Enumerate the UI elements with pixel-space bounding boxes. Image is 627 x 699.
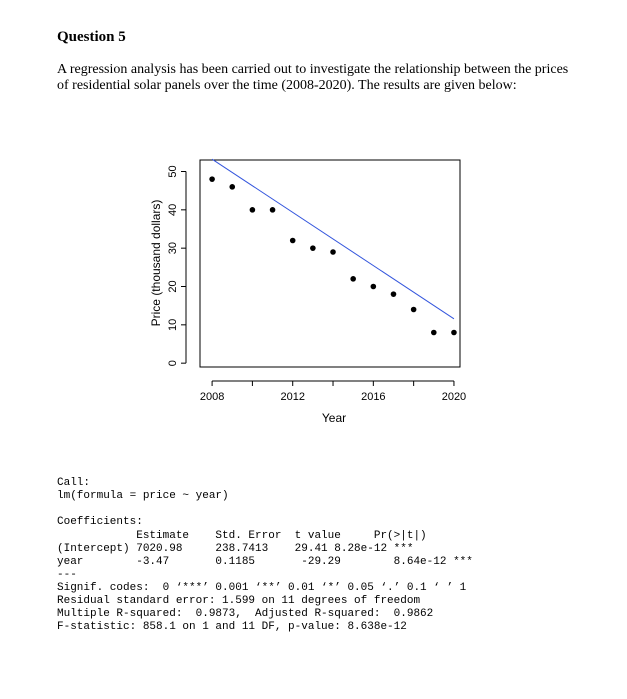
question-text-line-1: A regression analysis has been carried out to investigate the relationship between the prices <box>57 62 569 77</box>
data-points <box>209 176 456 335</box>
plot-frame <box>200 160 460 367</box>
residual-standard-error: Residual standard error: 1.599 on 11 degrees of freedom <box>57 595 421 607</box>
x-tick-label: 2016 <box>361 391 386 403</box>
y-axis-label: Price (thousand dollars) <box>149 199 163 327</box>
question-text <box>57 62 587 94</box>
f-statistic: F-statistic: 858.1 on 1 and 11 DF, p-value: 8.638e-12 <box>57 621 407 633</box>
signif-codes: Signif. codes: 0 ‘***’ 0.001 ‘**’ 0.01 ‘*’ 0.05 ‘.’ 0.1 ‘ ’ 1 <box>57 582 467 594</box>
y-tick-label: 0 <box>167 360 179 367</box>
y-axis <box>167 165 186 366</box>
data-point <box>330 249 336 255</box>
y-tick-label: 50 <box>167 165 179 178</box>
call-label: Call: <box>57 477 91 489</box>
x-tick-label: 2020 <box>441 391 467 403</box>
data-point <box>350 276 356 282</box>
data-point <box>411 307 417 313</box>
x-tick-label: 2012 <box>280 391 305 403</box>
question-text-line-2: of residential solar panels over the time (2008-2020). The results are given below: <box>57 78 517 93</box>
x-tick-label: 2008 <box>199 391 225 403</box>
y-tick-label: 40 <box>167 203 179 216</box>
question-title: Question 5 <box>57 29 126 45</box>
y-tick-label: 30 <box>167 242 179 255</box>
data-point <box>229 184 235 190</box>
data-point <box>391 291 397 297</box>
data-point <box>451 330 457 336</box>
data-point <box>270 207 276 213</box>
data-point <box>431 330 437 336</box>
coefficients-label: Coefficients: <box>57 516 143 528</box>
scatter-plot <box>140 150 480 440</box>
data-point <box>290 238 296 244</box>
coefficient-row-intercept: (Intercept) 7020.98 238.7413 29.41 8.28e-12 *** <box>57 543 414 555</box>
x-axis-label: Year <box>321 411 347 425</box>
data-point <box>250 207 256 213</box>
r-squared: Multiple R-squared: 0.9873, Adjusted R-squared: 0.9862 <box>57 608 434 620</box>
y-tick-label: 20 <box>167 280 179 293</box>
coefficient-row-year: year -3.47 0.1185 -29.29 8.64e-12 *** <box>57 556 473 568</box>
regression-line <box>212 159 454 319</box>
call-formula: lm(formula = price ~ year) <box>57 490 229 502</box>
x-axis <box>200 381 466 403</box>
data-point <box>310 245 316 251</box>
separator: --- <box>57 569 77 581</box>
data-point <box>209 176 215 182</box>
data-point <box>371 284 377 290</box>
y-tick-label: 10 <box>167 318 179 331</box>
coefficients-header: Estimate Std. Error t value Pr(>|t|) <box>57 530 427 542</box>
